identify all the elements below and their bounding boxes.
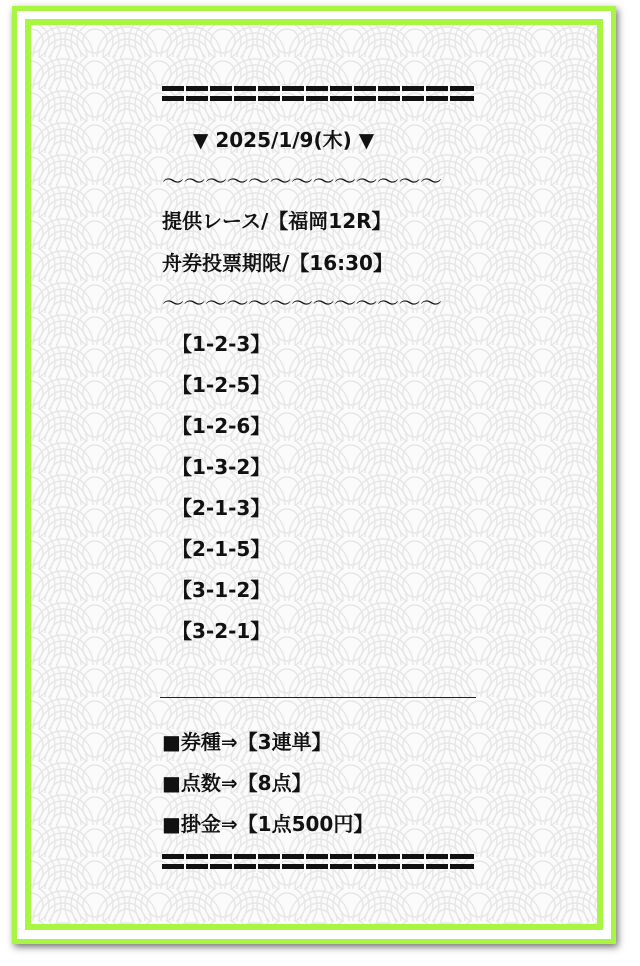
race-venue: 提供レース/【福岡12R】 bbox=[162, 209, 392, 233]
tilde-divider-bottom: 〜〜〜〜〜〜〜〜〜〜〜〜〜 bbox=[162, 292, 442, 317]
combination-item: 【3-1-2】 bbox=[172, 578, 271, 602]
content bbox=[31, 25, 597, 924]
combination-item: 【3-2-1】 bbox=[172, 619, 271, 643]
point-count: ■点数⇒【8点】 bbox=[162, 771, 312, 795]
bet-type: ■券種⇒【3連単】 bbox=[162, 730, 332, 754]
combination-item: 【2-1-3】 bbox=[172, 496, 271, 520]
stake-amount: ■掛金⇒【1点500円】 bbox=[162, 812, 374, 836]
combination-item: 【2-1-5】 bbox=[172, 537, 271, 561]
divider-line bbox=[160, 697, 476, 698]
top-double-rule bbox=[162, 83, 474, 105]
combination-item: 【1-3-2】 bbox=[172, 455, 271, 479]
date-line: ▼ 2025/1/9(木) ▼ bbox=[193, 128, 375, 152]
combination-item: 【1-2-3】 bbox=[172, 332, 271, 356]
inner-frame bbox=[25, 19, 603, 930]
bottom-double-rule bbox=[162, 851, 474, 873]
combination-item: 【1-2-5】 bbox=[172, 373, 271, 397]
combination-item: 【1-2-6】 bbox=[172, 414, 271, 438]
vote-deadline: 舟券投票期限/【16:30】 bbox=[162, 251, 393, 275]
tilde-divider-top: 〜〜〜〜〜〜〜〜〜〜〜〜〜 bbox=[162, 170, 442, 195]
